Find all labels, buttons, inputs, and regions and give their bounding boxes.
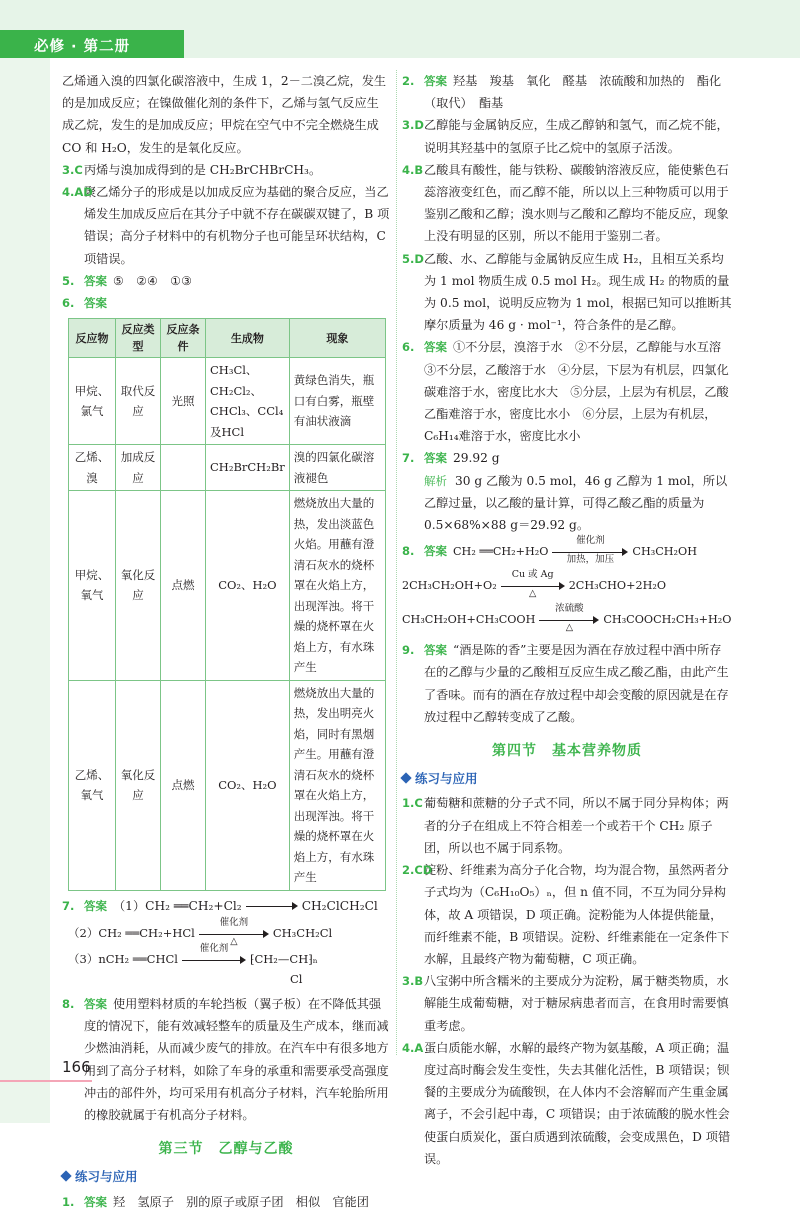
cell-reactants: 甲烷、氯气 (69, 358, 116, 445)
cell-phenomenon: 溴的四氯化碳溶液褪色 (289, 445, 385, 491)
answer-3 (62, 159, 390, 181)
cell-condition (161, 445, 206, 491)
cell-condition: 光照 (161, 358, 206, 445)
reaction-arrow: Cu 或 Ag △ (501, 577, 565, 595)
answer-number: 8. (62, 996, 75, 1011)
table-row (69, 445, 386, 491)
answer-7 (62, 895, 390, 917)
equation-right: CH₃CH₂Cl (272, 925, 333, 940)
reaction-arrow: 催化剂 △ (199, 925, 269, 943)
answer-number: 2. (402, 74, 415, 88)
answer-7 (402, 447, 732, 469)
answer-number: 3.C (62, 162, 83, 177)
answer-label: 答案 (84, 273, 107, 288)
answer-number: 7. (62, 898, 75, 913)
reaction-arrow: 催化剂 加热，加压 (552, 543, 628, 561)
answer-number: 5. (62, 273, 75, 288)
cell-type: 取代反应 (116, 358, 161, 445)
answer-number: 6. (62, 296, 75, 311)
practice-heading: 练习与应用 (402, 768, 732, 790)
answer-text: 羟 氢原子 别的原子或原子团 相似 官能团 (113, 1194, 369, 1209)
answer-p1 (402, 792, 732, 859)
answer-3 (402, 114, 732, 158)
equation-left: CH₂ ══CH₂+H₂O (453, 545, 549, 559)
answer-6 (402, 336, 732, 447)
answer-5 (402, 248, 732, 337)
analysis-text: 30 g 乙酸为 0.5 mol，46 g 乙醇为 1 mol，所以乙醇过量，以乙酸的量计算，可得乙酸乙酯的质量为 0.5×68%×88 g＝29.92 g。 (424, 473, 728, 533)
answer-label: 答案 (424, 643, 447, 658)
table-header: 反应条件 (161, 319, 206, 358)
reaction-arrow: 催化剂 (182, 951, 246, 969)
intro-paragraph: 乙烯通入溴的四氯化碳溶液中，生成 1，2－二溴乙烷，发生的是加成反应；在镍做催化剂的条件下，乙烯与氢气反应生成乙烷，发生的是加成反应；甲烷在空气中不完全燃烧生成 CO 和 H₂O，发生的是氧化反应。 (62, 74, 387, 155)
cell-reactants: 甲烷、氧气 (69, 491, 116, 681)
equation-substituent: Cl (290, 971, 303, 986)
equation-left: （1）CH₂ ══CH₂+Cl₂ (113, 898, 242, 913)
answer-1 (62, 1191, 390, 1213)
answer-number: 8. (402, 544, 415, 559)
equation-right: CH₃CH₂OH (632, 545, 697, 559)
answer-4 (62, 181, 390, 270)
cell-product: CH₂BrCH₂Br (206, 445, 290, 491)
page-number-underline (0, 1080, 92, 1082)
answer-text: 羟基 羧基 氧化 醛基 浓硫酸和加热的 酯化（取代） 酯基 (424, 74, 722, 111)
answer-text: 乙酸具有酸性，能与铁粉、碳酸钠溶液反应，能使紫色石蕊溶液变红色，而乙醇不能，所以以上三种物质可以用于鉴别乙酸和乙醇；溴水则与乙酸和乙醇均不能反应，现象上没有明显的区别，所以不能用于鉴别二者。 (424, 162, 729, 244)
reaction-table (68, 318, 386, 891)
diamond-icon (400, 773, 411, 784)
answer-p3 (402, 970, 732, 1037)
cell-reactants: 乙烯、溴 (69, 445, 116, 491)
table-header: 反应物 (69, 319, 116, 358)
equation-left: （2）CH₂ ══CH₂+HCl (68, 925, 195, 940)
answer-number: 1.C (402, 796, 423, 811)
cell-phenomenon: 燃烧放出大量的热，发出明亮火焰，同时有黑烟产生。用蘸有澄清石灰水的烧杯罩在火焰上方，出现浑浊。将干燥的烧杯罩在火焰上方，有水珠产生 (289, 680, 385, 890)
answer-number: 4.A (402, 1040, 424, 1055)
table-row (69, 491, 386, 681)
answer-text: 乙醇能与金属钠反应，生成乙醇钠和氢气，而乙烷不能，说明其羟基中的氢原子比乙烷中的氢原子活泼。 (424, 118, 729, 155)
answer-text: 葡萄糖和蔗糖的分子式不同，所以不属于同分异构体；两者的分子在组成上不符合相差一个或若干个 CH₂ 原子团，所以也不属于同系物。 (424, 796, 729, 855)
equation-right: CH₂ClCH₂Cl (301, 898, 378, 913)
cell-product: CH₃Cl、CH₂Cl₂、CHCl₃、CCl₄及HCl (206, 358, 290, 445)
cell-product: CO₂、H₂O (206, 680, 290, 890)
column-divider (396, 70, 397, 1055)
answer-number: 5.D (402, 251, 424, 266)
reaction-arrow (246, 897, 298, 915)
diamond-icon (60, 1171, 71, 1182)
answer-8 (62, 993, 390, 1126)
answer-label: 答案 (424, 544, 447, 559)
table-header: 现象 (289, 319, 385, 358)
answer-number: 1. (62, 1194, 75, 1209)
header-tab (0, 30, 184, 58)
answer-4 (402, 159, 732, 248)
cell-condition: 点燃 (161, 680, 206, 890)
cell-type: 氧化反应 (116, 491, 161, 681)
answer-p4 (402, 1037, 732, 1170)
answer-label: 答案 (84, 1194, 107, 1209)
equation-left: CH₃CH₂OH+CH₃COOH (402, 613, 536, 627)
reversible-arrow: 浓硫酸 △ (539, 611, 599, 629)
answer-number: 3.B (402, 974, 424, 989)
answer-number: 4.AD (62, 185, 93, 200)
cell-type: 加成反应 (116, 445, 161, 491)
equation-right: ⁅CH₂—CH⁆ₙ (249, 951, 318, 966)
answer-text: 29.92 g (453, 451, 500, 466)
left-column (62, 70, 390, 1213)
answer-label: 答案 (84, 996, 107, 1011)
answer-text: 聚乙烯分子的形成是以加成反应为基础的聚合反应，当乙烯发生加成反应后在其分子中就不存在碳碳双键了，B 项错误；高分子材料中的有机物分子也可能呈环状结构，C 项错误。 (84, 185, 390, 266)
answer-8 (402, 536, 732, 567)
answer-text: 八宝粥中所含糯米的主要成分为淀粉，属于糖类物质，水解能生成葡萄糖，对于糖尿病患者而言，在食用时需要慎重考虑。 (424, 974, 729, 1033)
answer-text: 蛋白质能水解，水解的最终产物为氨基酸，A 项正确；温度过高时酶会发生变性，失去其催化活性，B 项错误；钡餐的主要成分为硫酸钡，在人体内不会溶解而产生重金属离子，不会引起中毒，C 项错误；由于浓硫酸的脱水性会使蛋白质炭化，蛋白质遇到浓硫酸，会变成黑色，D 项错误。 (424, 1040, 731, 1166)
cell-phenomenon: 燃烧放出大量的热，发出淡蓝色火焰。用蘸有澄清石灰水的烧杯罩在火焰上方，出现浑浊。将干燥的烧杯罩在火焰上方，有水珠产生 (289, 491, 385, 681)
analysis-7 (402, 470, 732, 537)
practice-heading: 练习与应用 (62, 1166, 390, 1188)
table-header: 反应类型 (116, 319, 161, 358)
answer-p2 (402, 859, 732, 970)
answer-number: 3.D (402, 118, 424, 133)
left-margin-strip (0, 58, 50, 1123)
answer-label: 答案 (424, 451, 447, 466)
answer-number: 9. (402, 643, 415, 658)
section-3-title: 第三节 乙醇与乙酸 (158, 1141, 294, 1158)
book-title: 必修 · 第二册 (34, 39, 131, 55)
equation-8-3 (402, 605, 732, 635)
answer-text: 乙酸、水、乙醇能与金属钠反应生成 H₂，且相互关系均为 1 mol 物质生成 0.5 mol H₂。现生成 H₂ 的物质的量为 0.5 mol，说明反应物为 1 mol，根据已知可以推断其摩尔质量为 46 g · mol⁻¹，符合条件的是乙醇。 (424, 251, 732, 333)
answer-text: ①不分层，溴溶于水 ②不分层，乙醇能与水互溶 ③不分层，乙酸溶于水 ④分层，下层为有机层，四氯化碳难溶于水，密度比水大 ⑤分层，上层为有机层，乙酸乙酯难溶于水，密度比水小 ⑥分层，上层为有机层，C₆H₁₄难溶于水，密度比水小 (424, 340, 734, 444)
answer-label: 答案 (424, 340, 447, 355)
table-row (69, 680, 386, 890)
right-column (402, 70, 732, 1170)
section-4-title: 第四节 基本营养物质 (492, 743, 642, 760)
equation-7-3 (68, 942, 390, 989)
answer-label: 答案 (424, 74, 447, 88)
page-number: 166 (62, 1058, 91, 1076)
answer-text: “酒是陈的香”主要是因为酒在存放过程中酒中所存在的乙醇与少量的乙酸相互反应生成乙酸乙酯，由此产生了香味。而有的酒在存放过程中却会变酸的原因就是在存放过程中乙醇转变成了乙酸。 (424, 643, 729, 724)
answer-number: 7. (402, 451, 415, 466)
answer-2 (402, 70, 732, 114)
answer-label: 答案 (84, 296, 107, 311)
table-header: 生成物 (206, 319, 290, 358)
table-row (69, 358, 386, 445)
answer-label: 答案 (84, 898, 107, 913)
equation-7-2 (68, 916, 390, 947)
cell-reactants: 乙烯、氧气 (69, 680, 116, 890)
analysis-label: 解析 (424, 473, 447, 488)
equation-right: CH₃COOCH₂CH₃+H₂O (603, 613, 732, 627)
table-header-row (69, 319, 386, 358)
answer-number: 2.CD (402, 863, 433, 878)
cell-phenomenon: 黄绿色消失，瓶口有白雾，瓶壁有油状液滴 (289, 358, 385, 445)
answer-text: ⑤ ②④ ①③ (113, 273, 193, 288)
equation-right: 2CH₃CHO+2H₂O (568, 579, 666, 593)
answer-text: 淀粉、纤维素为高分子化合物，均为混合物，虽然两者分子式均为（C₆H₁₀O₅）ₙ，但 n 值不同，不互为同分异构体，故 A 项错误，D 项正确。淀粉能为人体提供能量，而纤维素不能，B 项错误。淀粉、纤维素能在一定条件下水解，且最终产物为葡萄糖，C 项正确。 (424, 863, 730, 966)
answer-9 (402, 639, 732, 728)
equation-left: （3）nCH₂ ══CHCl (68, 951, 178, 966)
cell-type: 氧化反应 (116, 680, 161, 890)
answer-number: 6. (402, 340, 415, 355)
answer-text: 丙烯与溴加成得到的是 CH₂BrCHBrCH₃。 (84, 162, 322, 177)
equation-left: 2CH₃CH₂OH+O₂ (402, 579, 497, 593)
answer-number: 4.B (402, 162, 424, 177)
equation-8-2 (402, 571, 732, 601)
answer-text: 使用塑料材质的车轮挡板（翼子板）在不降低其强度的情况下，能有效减轻整车的质量及生产成本，继而减少燃油消耗，从而减少废气的排放。在汽车中有很多地方用到了高分子材料，如除了车身的承重和需要承受高强度冲击的部件外，均可采用有机高分子材料，汽车轮胎所用的橡胶就属于有机高分子材料。 (84, 996, 389, 1122)
answer-5 (62, 270, 390, 292)
cell-condition: 点燃 (161, 491, 206, 681)
cell-product: CO₂、H₂O (206, 491, 290, 681)
answer-6 (62, 292, 390, 314)
